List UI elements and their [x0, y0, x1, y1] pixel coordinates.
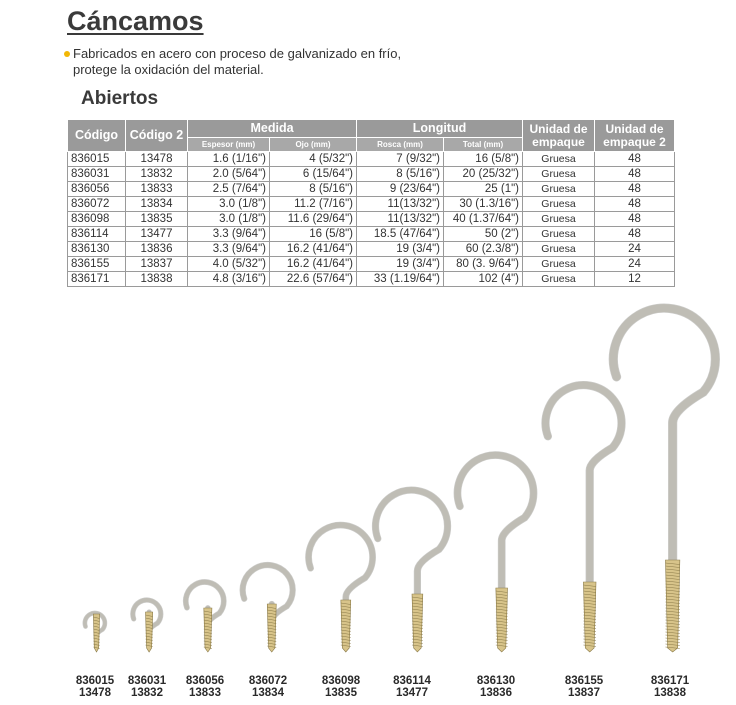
- cell-total: 16 (5/8"): [444, 152, 523, 167]
- cell-total: 20 (25/32"): [444, 167, 523, 182]
- cell-total: 80 (3. 9/64"): [444, 257, 523, 272]
- header-unidad2-line1: Unidad de: [605, 121, 664, 136]
- cell-codigo: 836056: [68, 182, 126, 197]
- bullet-icon: [64, 51, 70, 57]
- table-body: [68, 152, 675, 287]
- cell-ojo: 6 (15/64"): [270, 167, 357, 182]
- cell-codigo: 836130: [68, 242, 126, 257]
- cell-rosca: 18.5 (47/64"): [357, 227, 444, 242]
- cell-unidad: Gruesa: [523, 152, 595, 167]
- spec-table: [67, 119, 675, 287]
- table-row: [68, 227, 675, 242]
- header-espesor: Espesor (mm): [188, 138, 270, 152]
- hook-icon: [546, 385, 622, 582]
- cell-unidad: Gruesa: [523, 242, 595, 257]
- cell-codigo: 836031: [68, 167, 126, 182]
- hooks-illustration: [0, 300, 736, 670]
- cell-codigo2: 13832: [126, 167, 188, 182]
- header-unidad-line2: empaque: [532, 134, 585, 149]
- cell-codigo2: 13836: [126, 242, 188, 257]
- cell-unidad: Gruesa: [523, 182, 595, 197]
- header-unidad2: [595, 120, 675, 152]
- hook-label: [175, 675, 235, 699]
- hook-label: [640, 675, 700, 699]
- hook-code2: 13837: [568, 687, 600, 699]
- cell-codigo: 836155: [68, 257, 126, 272]
- cell-unidad2: 12: [595, 272, 675, 287]
- cell-unidad: Gruesa: [523, 257, 595, 272]
- cell-ojo: 4 (5/32"): [270, 152, 357, 167]
- hook-icon: [613, 308, 715, 560]
- header-codigo: Código: [68, 120, 126, 152]
- cell-unidad2: 48: [595, 182, 675, 197]
- hook-code: 836155: [564, 675, 604, 687]
- cell-unidad: Gruesa: [523, 212, 595, 227]
- table-row: [68, 167, 675, 182]
- cell-espesor: 2.5 (7/64"): [188, 182, 270, 197]
- table-row: [68, 257, 675, 272]
- hook-code: 836114: [393, 675, 431, 687]
- hook-icon: [309, 525, 373, 600]
- cell-codigo2: 13833: [126, 182, 188, 197]
- cell-rosca: 11(13/32"): [357, 197, 444, 212]
- cell-rosca: 11(13/32"): [357, 212, 444, 227]
- cell-total: 40 (1.37/64"): [444, 212, 523, 227]
- cell-espesor: 4.8 (3/16"): [188, 272, 270, 287]
- description-line-2: protege la oxidación del material.: [73, 62, 264, 77]
- hook-code2: 13836: [480, 687, 512, 699]
- cell-total: 50 (2"): [444, 227, 523, 242]
- cell-ojo: 11.6 (29/64"): [270, 212, 357, 227]
- cell-unidad2: 48: [595, 227, 675, 242]
- table-row: [68, 272, 675, 287]
- cell-codigo: 836072: [68, 197, 126, 212]
- cell-codigo2: 13477: [126, 227, 188, 242]
- hook-icon: [458, 455, 534, 588]
- hook-label: [311, 675, 371, 699]
- hook-label: [466, 675, 526, 699]
- hook-thread: [341, 600, 351, 652]
- hook-code: 836015: [75, 675, 115, 687]
- cell-codigo2: 13835: [126, 212, 188, 227]
- header-codigo2: Código 2: [126, 120, 188, 152]
- cell-espesor: 3.3 (9/64"): [188, 242, 270, 257]
- header-medida: Medida: [188, 120, 357, 138]
- cell-codigo2: 13838: [126, 272, 188, 287]
- cell-unidad2: 48: [595, 197, 675, 212]
- header-rosca: Rosca (mm): [357, 138, 444, 152]
- cell-rosca: 33 (1.19/64"): [357, 272, 444, 287]
- table-row: [68, 242, 675, 257]
- cell-codigo2: 13478: [126, 152, 188, 167]
- cell-ojo: 22.6 (57/64"): [270, 272, 357, 287]
- cell-ojo: 16.2 (41/64"): [270, 257, 357, 272]
- cell-unidad: Gruesa: [523, 167, 595, 182]
- hook-code: 836072: [248, 675, 288, 687]
- cell-codigo: 836114: [68, 227, 126, 242]
- cell-espesor: 2.0 (5/64"): [188, 167, 270, 182]
- hook-code: 836171: [650, 675, 690, 687]
- hook-label: [238, 675, 298, 699]
- cell-unidad2: 24: [595, 242, 675, 257]
- cell-rosca: 7 (9/32"): [357, 152, 444, 167]
- cell-codigo2: 13837: [126, 257, 188, 272]
- cell-espesor: 3.0 (1/8"): [188, 212, 270, 227]
- cell-unidad2: 24: [595, 257, 675, 272]
- hook-code2: 13835: [325, 687, 357, 699]
- hook-code2: 13477: [396, 687, 428, 699]
- hook-outline: [546, 385, 622, 582]
- description-line-1: Fabricados en acero con proceso de galvanizado en frío,: [73, 46, 402, 61]
- cell-total: 25 (1"): [444, 182, 523, 197]
- cell-unidad: Gruesa: [523, 197, 595, 212]
- header-total: Total (mm): [444, 138, 523, 152]
- cell-espesor: 4.0 (5/32"): [188, 257, 270, 272]
- table-row: [68, 212, 675, 227]
- hook-code: 836130: [476, 675, 516, 687]
- hook-outline: [613, 308, 715, 560]
- cell-unidad2: 48: [595, 167, 675, 182]
- hook-label: [65, 675, 125, 699]
- cell-unidad2: 48: [595, 212, 675, 227]
- cell-total: 102 (4"): [444, 272, 523, 287]
- section-title: Abiertos: [81, 88, 159, 109]
- hook-code2: 13834: [252, 687, 284, 699]
- table-row: [68, 182, 675, 197]
- cell-espesor: 1.6 (1/16"): [188, 152, 270, 167]
- header-unidad-line1: Unidad de: [529, 121, 588, 136]
- cell-total: 30 (1.3/16"): [444, 197, 523, 212]
- hook-outline: [376, 490, 448, 594]
- header-longitud: Longitud: [357, 120, 523, 138]
- cell-ojo: 16 (5/8"): [270, 227, 357, 242]
- header-unidad2-line2: empaque 2: [603, 134, 666, 149]
- header-ojo: Ojo (mm): [270, 138, 357, 152]
- cell-codigo2: 13834: [126, 197, 188, 212]
- hook-label: [117, 675, 177, 699]
- cell-codigo: 836098: [68, 212, 126, 227]
- cell-codigo: 836015: [68, 152, 126, 167]
- cell-rosca: 19 (3/4"): [357, 242, 444, 257]
- hook-label: [382, 675, 442, 699]
- hook-label: [554, 675, 614, 699]
- cell-ojo: 16.2 (41/64"): [270, 242, 357, 257]
- page-title: Cáncamos: [67, 6, 204, 36]
- hook-code2: 13838: [654, 687, 686, 699]
- cell-ojo: 8 (5/16"): [270, 182, 357, 197]
- cell-unidad: Gruesa: [523, 227, 595, 242]
- hook-code: 836031: [127, 675, 167, 687]
- table-row: [68, 152, 675, 167]
- hook-code: 836056: [185, 675, 225, 687]
- header-unidad: [523, 120, 595, 152]
- cell-rosca: 19 (3/4"): [357, 257, 444, 272]
- table-row: [68, 197, 675, 212]
- hook-code2: 13478: [79, 687, 111, 699]
- cell-total: 60 (2.3/8"): [444, 242, 523, 257]
- cell-espesor: 3.3 (9/64"): [188, 227, 270, 242]
- cell-unidad2: 48: [595, 152, 675, 167]
- cell-rosca: 8 (5/16"): [357, 167, 444, 182]
- hook-code: 836098: [321, 675, 361, 687]
- cell-unidad: Gruesa: [523, 272, 595, 287]
- description: [64, 46, 484, 78]
- hook-code2: 13832: [131, 687, 163, 699]
- cell-espesor: 3.0 (1/8"): [188, 197, 270, 212]
- cell-ojo: 11.2 (7/16"): [270, 197, 357, 212]
- cell-rosca: 9 (23/64"): [357, 182, 444, 197]
- cell-codigo: 836171: [68, 272, 126, 287]
- hook-code2: 13833: [189, 687, 221, 699]
